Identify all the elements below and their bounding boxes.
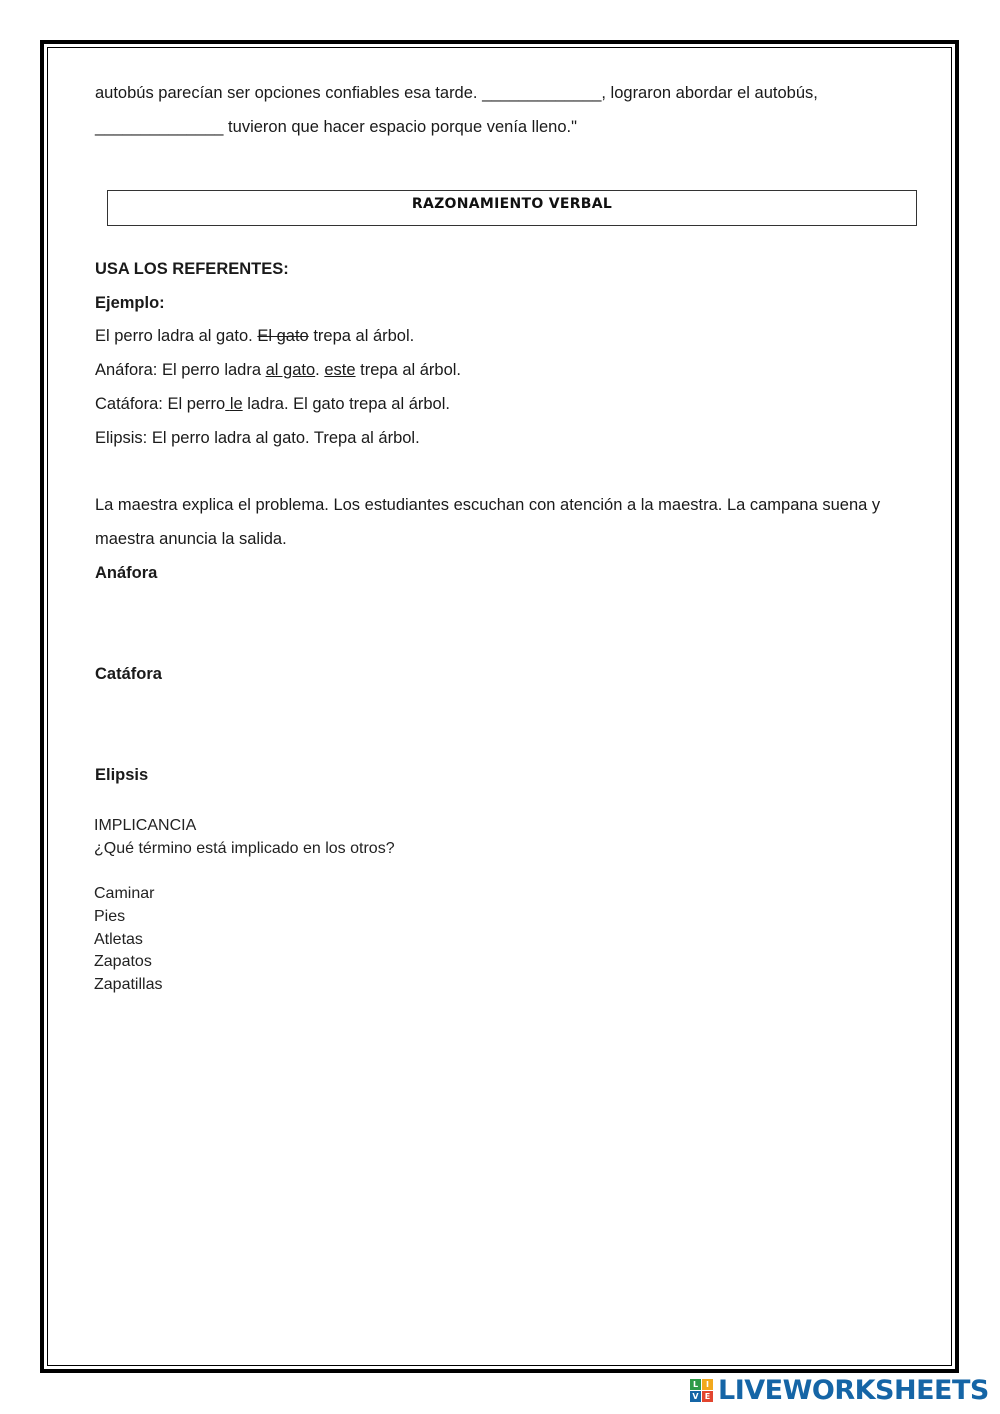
anaphora-underlined-2: este [324, 361, 356, 379]
cataphora-end: ladra. El gato trepa al árbol. [247, 395, 450, 413]
anaphora-period: . [315, 361, 320, 379]
instruction-heading: USA LOS REFERENTES: [95, 260, 289, 278]
liveworksheets-logo[interactable] [690, 1375, 989, 1405]
implicancia-option: Zapatos [94, 953, 152, 970]
implicancia-option: Pies [94, 908, 126, 925]
cataphora-answer-label: Catáfora [95, 665, 162, 683]
ellipsis-answer-label: Elipsis [95, 766, 149, 784]
liveworksheets-logo-text: LIVEWORKSHEETS [718, 1374, 989, 1406]
anaphora-underlined-1: al gato [265, 361, 316, 379]
cataphora-underlined: le [229, 395, 243, 413]
example-sentence-end: trepa al árbol. [313, 327, 415, 345]
intro-line-1: autobús parecían ser opciones confiables esa tarde. _____________, lograron abordar el autobús, [95, 84, 818, 102]
page-border-inner [47, 47, 952, 1366]
section-title: RAZONAMIENTO VERBAL [411, 196, 613, 212]
anaphora-answer-label: Anáfora [95, 564, 158, 582]
example-ellipsis: Elipsis: El perro ladra al gato. Trepa al árbol. [95, 429, 420, 447]
logo-mark-letter: L [690, 1379, 701, 1390]
anaphora-text: Anáfora: El perro ladra [95, 361, 262, 379]
implicancia-title: IMPLICANCIA [94, 817, 197, 834]
example-sentence [95, 326, 414, 346]
example-anaphora [95, 360, 461, 380]
implicancia-option: Caminar [94, 885, 155, 902]
implicancia-option: Atletas [94, 931, 143, 948]
example-label: Ejemplo: [95, 294, 165, 312]
exercise-line-1: La maestra explica el problema. Los estudiantes escuchan con atención a la maestra. La campana suena y [95, 496, 881, 514]
logo-mark-letter: E [702, 1391, 713, 1402]
anaphora-end: trepa al árbol. [360, 361, 462, 379]
example-cataphora [95, 394, 450, 414]
logo-mark-letter: V [690, 1391, 701, 1402]
section-header-box [107, 190, 917, 226]
exercise-line-2: maestra anuncia la salida. [95, 530, 287, 548]
cataphora-text: Catáfora: El perro [95, 395, 226, 413]
implicancia-option: Zapatillas [94, 976, 163, 993]
intro-line-2: ______________ tuvieron que hacer espacio porque venía lleno." [95, 118, 577, 136]
logo-mark-letter: I [702, 1379, 713, 1390]
example-sentence-text: El perro ladra al gato. [95, 327, 253, 345]
implicancia-question: ¿Qué término está implicado en los otros? [94, 840, 395, 857]
example-struck-text: El gato [257, 327, 309, 345]
liveworksheets-logo-icon [690, 1379, 713, 1402]
